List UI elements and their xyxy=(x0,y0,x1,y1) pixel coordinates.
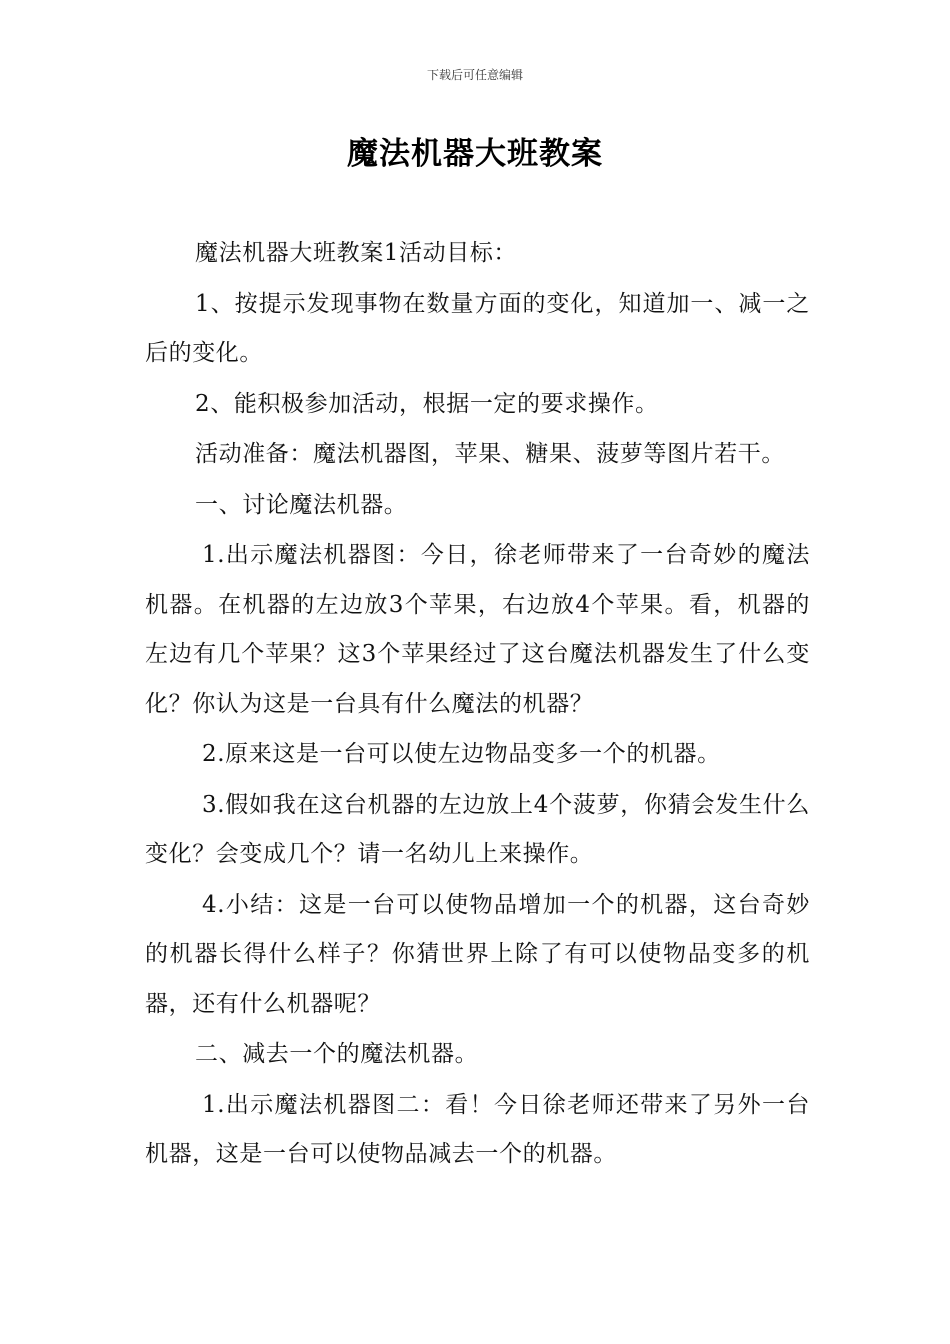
paragraph-preparation: 活动准备：魔法机器图，苹果、糖果、菠萝等图片若干。 xyxy=(195,441,785,467)
paragraph-objective-1: 1、按提示发现事物在数量方面的变化，知道加一、减一之后的变化。 xyxy=(145,290,810,366)
paragraph-section-1-heading: 一、讨论魔法机器。 xyxy=(195,491,408,518)
paragraph-section-2-heading: 二、减去一个的魔法机器。 xyxy=(195,1041,479,1067)
document-body xyxy=(145,229,810,1181)
header-note: 下载后可任意编辑 xyxy=(426,68,523,82)
paragraph-step-1-2: 2.原来这是一台可以使左边物品变多一个的机器。 xyxy=(202,741,721,767)
document-title: 魔法机器大班教案 xyxy=(347,136,603,172)
paragraph-step-2-1: 1.出示魔法机器图二：看！今日徐老师还带来了另外一台机器，这是一台可以使物品减去一个的机器。 xyxy=(145,1091,810,1167)
paragraph-step-1-1: 1.出示魔法机器图：今日，徐老师带来了一台奇妙的魔法机器。在机器的左边放3个苹果，右边放4个苹果。看，机器的左边有几个苹果？这3个苹果经过了这台魔法机器发生了什么变化？你认为这是一台具有什么魔法的机器？ xyxy=(145,542,810,717)
paragraph-step-1-4: 4.小结：这是一台可以使物品增加一个的机器，这台奇妙的机器长得什么样子？你猜世界上除了有可以使物品变多的机器，还有什么机器呢？ xyxy=(145,891,810,1017)
paragraph-step-1-3: 3.假如我在这台机器的左边放上4个菠萝，你猜会发生什么变化？会变成几个？请一名幼儿上来操作。 xyxy=(145,791,810,867)
paragraph-objectives-heading: 魔法机器大班教案1活动目标： xyxy=(195,240,518,266)
paragraph-objective-2: 2、能积极参加活动，根据一定的要求操作。 xyxy=(195,390,659,417)
